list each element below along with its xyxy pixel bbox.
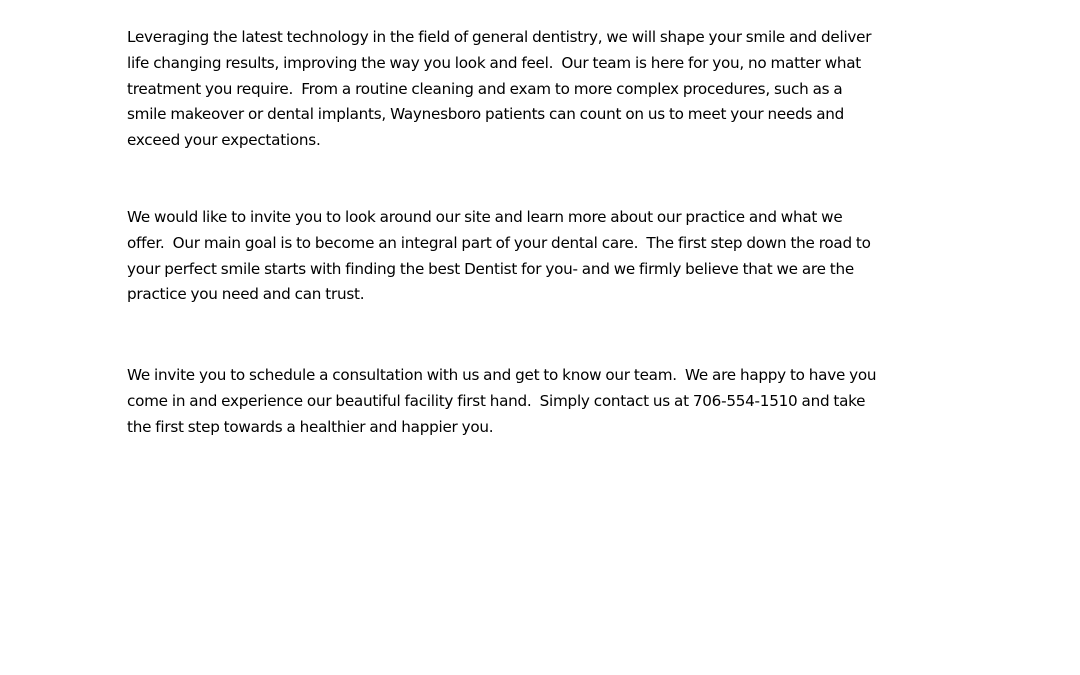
text-line: We invite you to schedule a consultation with us and get to know our team. We are happy to have you [127,366,877,384]
text-line: smile makeover or dental implants, Waynesboro patients can count on us to meet your needs and [127,105,845,124]
text-line: Leveraging the latest technology in the field of general dentistry, we will shape your smile and deliver [127,28,872,46]
intro-paragraph [127,25,957,154]
text-line: come in and experience our beautiful facility first hand. Simply contact us at 706-554-1510 and take [127,391,866,410]
text-line: offer. Our main goal is to become an integral part of your dental care. The first step down the road to [127,233,871,252]
text-line: the first step towards a healthier and happier you. [127,417,494,436]
text-line: life changing results, improving the way you look and feel. Our team is here for you, no matter what [127,53,861,72]
text-line: practice you need and can trust. [127,285,365,304]
text-line: We would like to invite you to look around our site and learn more about our practice and what we [127,208,843,226]
invitation-paragraph [127,205,957,308]
text-line: exceed your expectations. [127,131,321,150]
text-line: treatment you require. From a routine cleaning and exam to more complex procedures, such as a [127,79,843,98]
consultation-paragraph [127,363,957,440]
text-line: your perfect smile starts with finding the best Dentist for you- and we firmly believe that we are the [127,259,854,278]
